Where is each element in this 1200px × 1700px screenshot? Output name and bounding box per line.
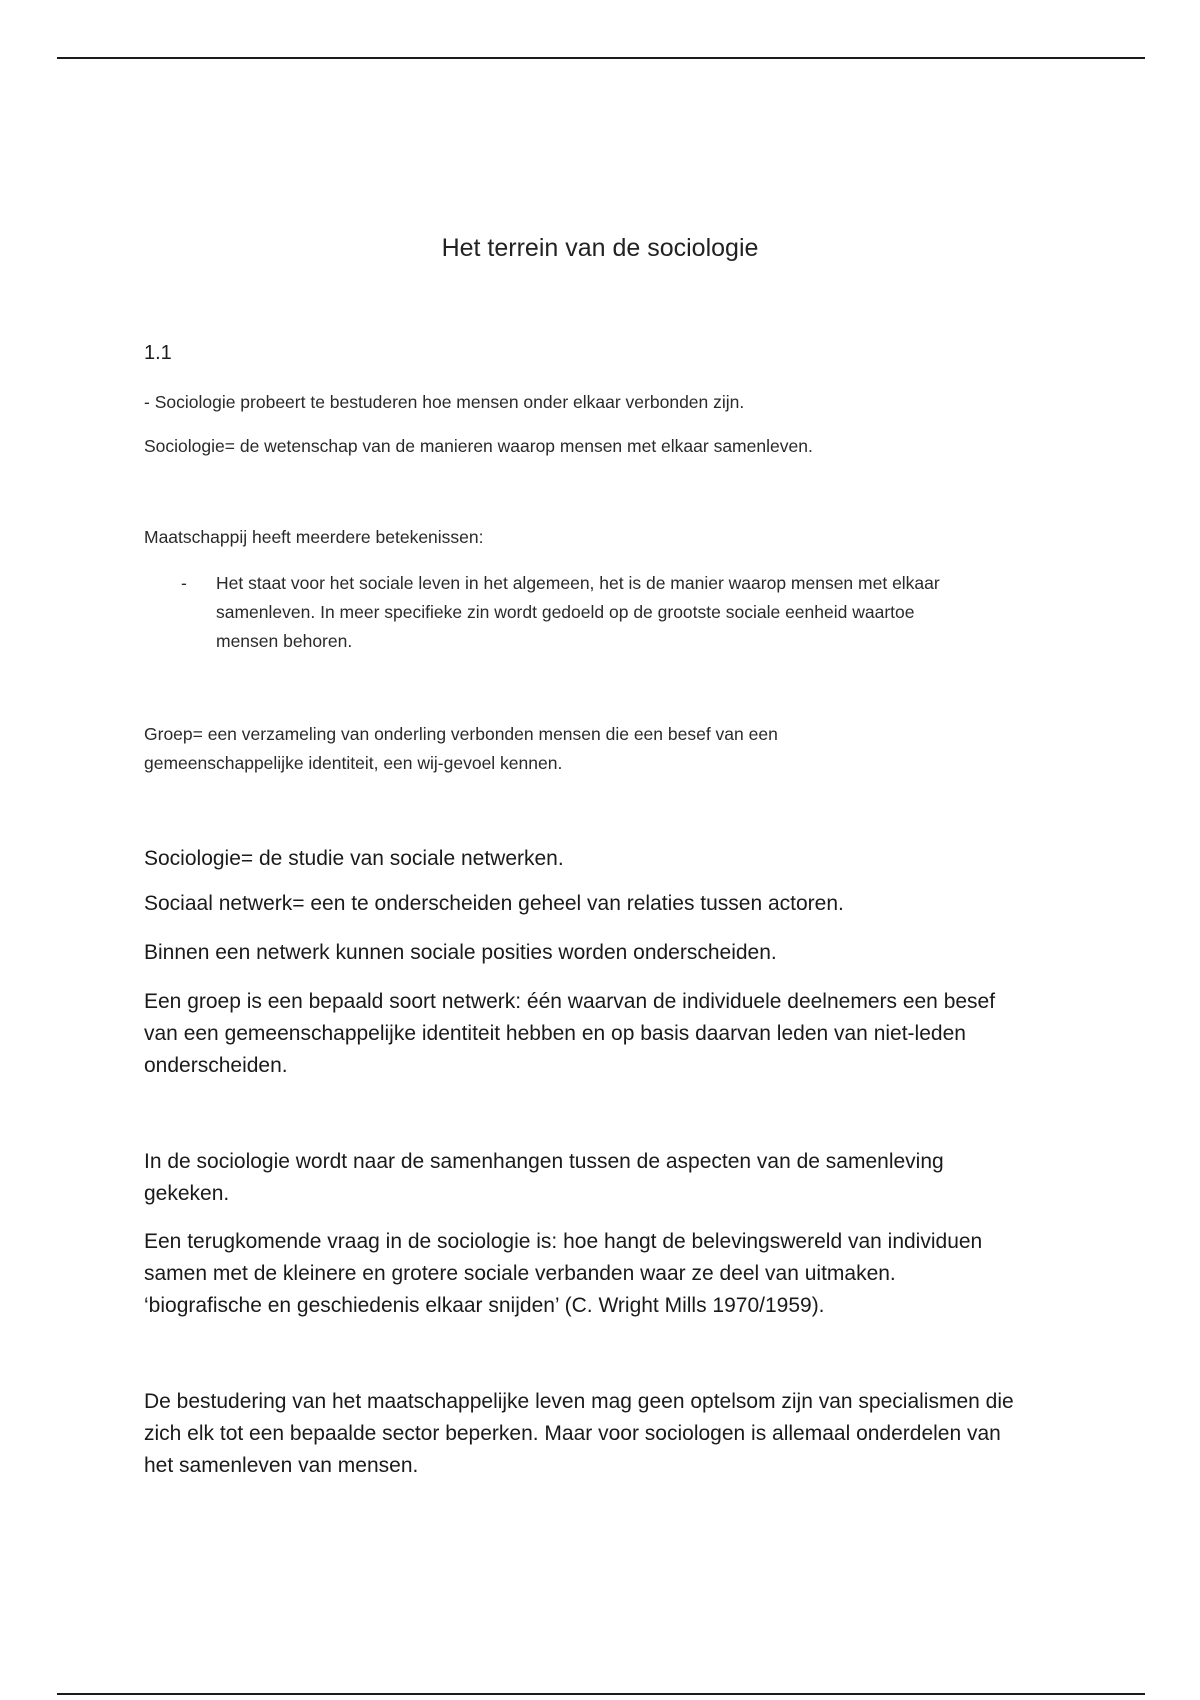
list-item-line: samenleven. In meer specifieke zin wordt gedoeld op de grootste sociale eenheid waartoe — [216, 602, 915, 622]
section-number: 1.1 — [144, 342, 172, 364]
list-bullet: - — [181, 573, 187, 593]
groep-line: gemeenschappelijke identiteit, een wij-gevoel kennen. — [144, 753, 563, 773]
page-title: Het terrein van de sociologie — [441, 234, 759, 262]
header-rule — [57, 57, 1145, 59]
paragraph-line: gekeken. — [144, 1182, 230, 1205]
groep-line: Groep= een verzameling van onderling verbonden mensen die een besef van een — [144, 724, 778, 744]
posities-line: Binnen een netwerk kunnen sociale posities worden onderscheiden. — [144, 941, 777, 964]
paragraph-line: samen met de kleinere en grotere sociale verbanden waar ze deel van uitmaken. — [144, 1262, 896, 1285]
paragraph-line: In de sociologie wordt naar de samenhangen tussen de aspecten van de samenleving — [144, 1150, 944, 1173]
bestudering-paragraph — [144, 1386, 1074, 1482]
paragraph-line: Een groep is een bepaald soort netwerk: één waarvan de individuele deelnemers een besef — [144, 990, 996, 1013]
intro-line: - Sociologie probeert te bestuderen hoe mensen onder elkaar verbonden zijn. — [144, 392, 745, 412]
studie-definition: Sociologie= de studie van sociale netwerken. — [144, 847, 564, 870]
vraag-paragraph — [144, 1226, 1074, 1322]
footer-rule — [57, 1693, 1145, 1695]
paragraph-line: het samenleven van mensen. — [144, 1454, 419, 1477]
paragraph-line: van een gemeenschappelijke identiteit hebben en op basis daarvan leden van niet-leden — [144, 1022, 966, 1045]
list-item-line: mensen behoren. — [216, 631, 353, 651]
paragraph-line: ‘biografische en geschiedenis elkaar snijden’ (C. Wright Mills 1970/1959). — [144, 1294, 825, 1317]
samenhangen-paragraph — [144, 1146, 1074, 1210]
paragraph-line: Een terugkomende vraag in de sociologie is: hoe hangt de belevingswereld van individuen — [144, 1230, 983, 1253]
paragraph-line: onderscheiden. — [144, 1054, 288, 1077]
paragraph-line: De bestudering van het maatschappelijke leven mag geen optelsom zijn van specialismen die — [144, 1390, 1014, 1413]
paragraph-line: zich elk tot een bepaalde sector beperken. Maar voor sociologen is allemaal onderdelen van — [144, 1422, 1001, 1445]
maatschappij-heading: Maatschappij heeft meerdere betekenissen: — [144, 527, 484, 547]
list-item — [216, 569, 1076, 656]
definition-sociologie: Sociologie= de wetenschap van de manieren waarop mensen met elkaar samenleven. — [144, 436, 813, 456]
netwerk-definition: Sociaal netwerk= een te onderscheiden geheel van relaties tussen actoren. — [144, 892, 844, 915]
list-item-line: Het staat voor het sociale leven in het algemeen, het is de manier waarop mensen met elkaar — [216, 573, 940, 593]
groep-netwerk-paragraph — [144, 986, 1074, 1082]
groep-definition — [144, 720, 1074, 778]
